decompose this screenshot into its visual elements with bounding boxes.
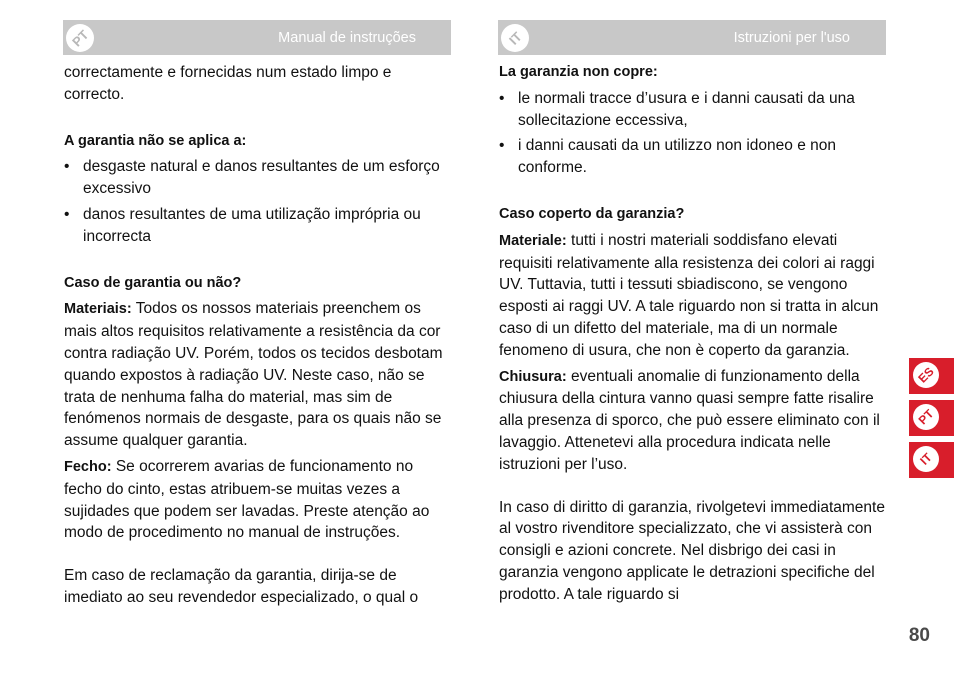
left-fecho-paragraph xyxy=(64,456,452,544)
list-item: • desgaste natural e danos resultantes de um esforço excessivo xyxy=(64,156,452,200)
left-not-apply-heading: A garantia não se aplica a: xyxy=(64,132,247,149)
right-header-bar xyxy=(498,20,886,55)
right-not-cover-heading: La garanzia non copre: xyxy=(499,64,658,80)
it-language-icon: IT xyxy=(495,18,535,58)
list-item: • danos resultantes de uma utilização imprópria ou incorrecta xyxy=(64,204,452,248)
es-language-icon: ES xyxy=(908,357,945,394)
right-header-title: Istruzioni per l'uso xyxy=(733,30,850,46)
right-closure-paragraph xyxy=(499,366,887,476)
right-closure-label: Chiusura: xyxy=(499,368,567,385)
side-tab-it[interactable] xyxy=(909,442,954,478)
left-materials-text: Todos os nossos materiais preenchem os mais altos requisitos relativamente a resistência da cor contra radiação UV. Porém, todos os tecidos desbotam quando expostos à radiação UV. Neste caso, não se trata de nenhuma falha do material, mas sim de fenómenos normais de desgaste, para os quais não se assume qualquer garantia. xyxy=(64,300,443,450)
list-item: • le normali tracce d’usura e i danni causati da una sollecitazione eccessiva, xyxy=(499,88,887,132)
right-not-cover-list xyxy=(499,88,887,179)
left-materials-label: Materiais: xyxy=(64,301,132,318)
left-column xyxy=(64,62,452,609)
left-not-apply-list xyxy=(64,156,452,247)
left-header-bar xyxy=(63,20,451,55)
right-column xyxy=(499,62,887,606)
left-fecho-text: Se ocorrerem avarias de funcionamento no fecho do cinto, estas atribuem-se muitas vezes a sujidades que podem ser lavadas. Preste atenção ao modo de procedimento no manual de instruções. xyxy=(64,457,430,542)
left-intro: correctamente e fornecidas num estado limpo e correcto. xyxy=(64,64,392,103)
left-header-title: Manual de instruções xyxy=(278,30,416,46)
left-fecho-label: Fecho: xyxy=(64,458,112,475)
left-materials-paragraph xyxy=(64,298,452,452)
list-item: • i danni causati da un utilizzo non idoneo e non conforme. xyxy=(499,135,887,179)
pt-language-icon: PT xyxy=(908,399,945,436)
left-closing: Em caso de reclamação da garantia, dirija-se de imediato ao seu revendedor especializado, o qual o xyxy=(64,567,419,606)
right-materials-paragraph xyxy=(499,230,887,362)
side-tab-pt[interactable] xyxy=(909,400,954,436)
left-case-heading: Caso de garantia ou não? xyxy=(64,274,242,291)
page-number: 80 xyxy=(908,625,930,646)
right-closing: In caso di diritto di garanzia, rivolgetevi immediatamente al vostro rivenditore specializzato, che vi assisterà con consigli e azioni concrete. Nel disbrigo dei casi in garanzia vengono applicate le detrazioni specifiche del prodotto. A tale riguardo si xyxy=(499,498,885,603)
right-closure-text: eventuali anomalie di funzionamento della chiusura della cintura vanno quasi sempre fatte risalire alla presenza di sporco, che può essere eliminato con il lavaggio. Attenetevi alla procedura indicata nelle istruzioni per l’uso. xyxy=(499,367,880,473)
right-materials-text: tutti i nostri materiali soddisfano elevati requisiti relativamente alla resistenza dei colori ai raggi UV. Tuttavia, tutti i tessuti sbiadiscono, se vengono esposti ai raggi UV. A tale riguardo non si tratta in alcun caso di un difetto del materiale, ma di un normale fenomeno di usura, che non è coperto da garanzia. xyxy=(499,231,879,359)
pt-language-icon: PT xyxy=(60,18,100,58)
it-language-icon: IT xyxy=(908,441,945,478)
side-tab-es[interactable] xyxy=(909,358,954,394)
right-materials-label: Materiale: xyxy=(499,232,567,249)
right-case-heading: Caso coperto da garanzia? xyxy=(499,205,685,222)
